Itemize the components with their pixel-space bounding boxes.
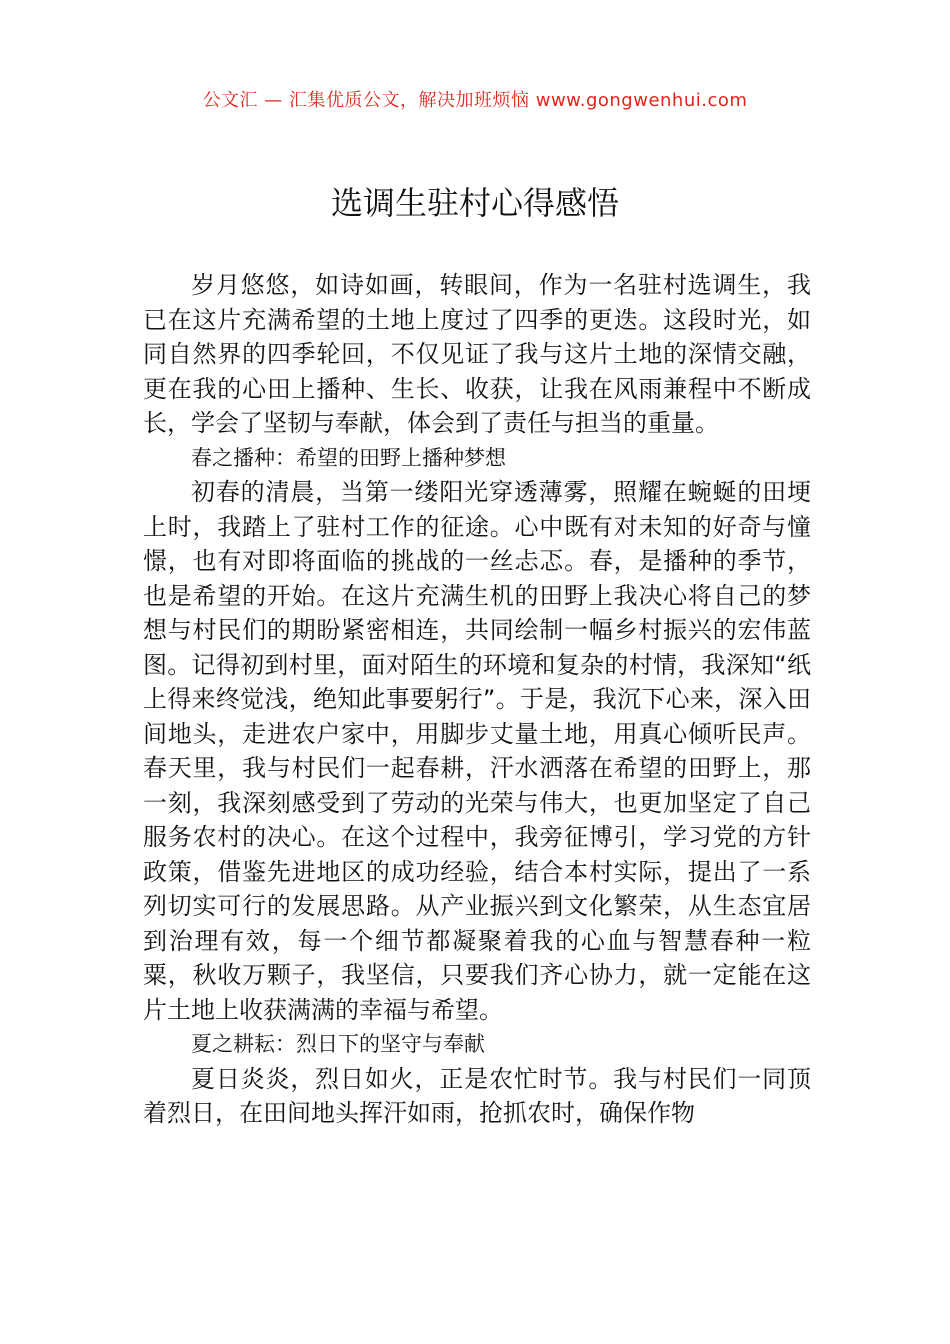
paragraph-intro: 岁月悠悠，如诗如画，转眼间，作为一名驻村选调生，我已在这片充满希望的土地上度过了四季的更迭。这段时光，如同自然界的四季轮回，不仅见证了我与这片土地的深情交融，更在我的心田上播种、生长、收获，让我在风雨兼程中不断成长，学会了坚韧与奉献，体会到了责任与担当的重量。	[143, 271, 811, 437]
site-banner: 公文汇 — 汇集优质公文，解决加班烦恼 www.gongwenhui.com	[202, 90, 748, 111]
section-heading-spring: 春之播种：希望的田野上播种梦想	[191, 445, 506, 470]
paragraph-summer: 夏日炎炎，烈日如火，正是农忙时节。我与村民们一同顶着烈日，在田间地头挥汗如雨，抢抓农时，确保作物	[143, 1064, 811, 1127]
document-body	[143, 268, 811, 1131]
document-title: 选调生驻村心得感悟	[330, 184, 619, 222]
section-heading-summer: 夏之耕耘：烈日下的坚守与奉献	[191, 1032, 485, 1056]
paragraph-spring: 初春的清晨，当第一缕阳光穿透薄雾，照耀在蜿蜒的田埂上时，我踏上了驻村工作的征途。心中既有对未知的好奇与憧憬，也有对即将面临的挑战的一丝忐忑。春，是播种的季节，也是希望的开始。在这片充满生机的田野上我决心将自己的梦想与村民们的期盼紧密相连，共同绘制一幅乡村振兴的宏伟蓝图。记得初到村里，面对陌生的环境和复杂的村情，我深知“纸上得来终觉浅，绝知此事要躬行”。于是，我沉下心来，深入田间地头，走进农户家中，用脚步丈量土地，用真心倾听民声。春天里，我与村民们一起春耕，汗水洒落在希望的田野上，那一刻，我深刻感受到了劳动的光荣与伟大，也更加坚定了自己服务农村的决心。在这个过程中，我旁征博引，学习党的方针政策，借鉴先进地区的成功经验，结合本村实际，提出了一系列切实可行的发展思路。从产业振兴到文化繁荣，从生态宜居到治理有效，每一个细节都凝聚着我的心血与智慧春种一粒粟，秋收万颗子，我坚信，只要我们齐心协力，就一定能在这片土地上收获满满的幸福与希望。	[143, 478, 811, 1024]
